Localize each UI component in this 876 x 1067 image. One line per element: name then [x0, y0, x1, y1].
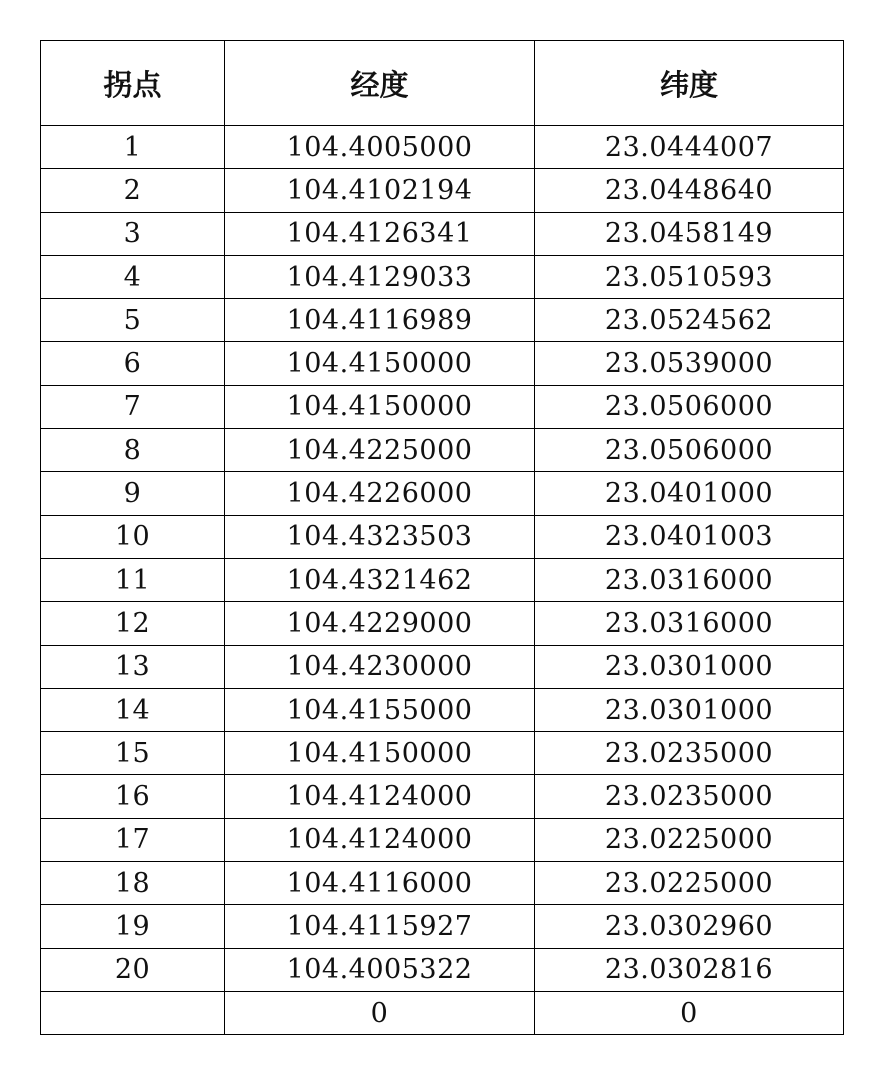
cell-longitude: 104.4115927: [225, 905, 535, 948]
cell-point: 18: [41, 862, 225, 905]
table-row: [41, 255, 844, 298]
cell-longitude: 104.4150000: [225, 385, 535, 428]
cell-longitude: 104.4126341: [225, 212, 535, 255]
cell-latitude: 0: [535, 991, 844, 1034]
header-latitude: 纬度: [535, 41, 844, 126]
cell-longitude: 104.4155000: [225, 688, 535, 731]
cell-point: 16: [41, 775, 225, 818]
cell-point: 1: [41, 126, 225, 169]
table-row: [41, 515, 844, 558]
cell-point: 13: [41, 645, 225, 688]
table-row: [41, 905, 844, 948]
cell-longitude: 104.4116000: [225, 862, 535, 905]
cell-longitude: 104.4129033: [225, 255, 535, 298]
cell-latitude: 23.0225000: [535, 818, 844, 861]
cell-longitude: 104.4124000: [225, 775, 535, 818]
cell-point: 9: [41, 472, 225, 515]
cell-latitude: 23.0301000: [535, 645, 844, 688]
header-longitude: 经度: [225, 41, 535, 126]
cell-point: 11: [41, 558, 225, 601]
cell-latitude: 23.0444007: [535, 126, 844, 169]
table-row: [41, 818, 844, 861]
cell-latitude: 23.0302816: [535, 948, 844, 991]
cell-latitude: 23.0524562: [535, 299, 844, 342]
cell-longitude: 104.4230000: [225, 645, 535, 688]
cell-latitude: 23.0235000: [535, 775, 844, 818]
cell-longitude: 0: [225, 991, 535, 1034]
cell-longitude: 104.4323503: [225, 515, 535, 558]
header-turning-point: 拐点: [41, 41, 225, 126]
table-row: [41, 602, 844, 645]
table-row: [41, 862, 844, 905]
cell-longitude: 104.4005322: [225, 948, 535, 991]
cell-longitude: 104.4150000: [225, 732, 535, 775]
cell-point: 15: [41, 732, 225, 775]
cell-longitude: 104.4102194: [225, 169, 535, 212]
cell-point: 8: [41, 429, 225, 472]
cell-latitude: 23.0506000: [535, 429, 844, 472]
table-row: [41, 645, 844, 688]
table-row: [41, 126, 844, 169]
cell-point: 4: [41, 255, 225, 298]
cell-latitude: 23.0235000: [535, 732, 844, 775]
cell-latitude: 23.0401000: [535, 472, 844, 515]
cell-point: 2: [41, 169, 225, 212]
table-row: [41, 342, 844, 385]
cell-longitude: 104.4229000: [225, 602, 535, 645]
table-row: [41, 688, 844, 731]
cell-longitude: 104.4226000: [225, 472, 535, 515]
table-row: [41, 948, 844, 991]
cell-longitude: 104.4116989: [225, 299, 535, 342]
cell-latitude: 23.0401003: [535, 515, 844, 558]
cell-latitude: 23.0539000: [535, 342, 844, 385]
table-row: [41, 299, 844, 342]
table-row: [41, 212, 844, 255]
cell-point: 14: [41, 688, 225, 731]
cell-latitude: 23.0301000: [535, 688, 844, 731]
table-row: [41, 732, 844, 775]
cell-longitude: 104.4124000: [225, 818, 535, 861]
table-row: [41, 472, 844, 515]
cell-point: 6: [41, 342, 225, 385]
cell-point: 7: [41, 385, 225, 428]
cell-latitude: 23.0225000: [535, 862, 844, 905]
cell-latitude: 23.0458149: [535, 212, 844, 255]
table-body: [41, 126, 844, 1035]
header-row: [41, 41, 844, 126]
cell-longitude: 104.4321462: [225, 558, 535, 601]
cell-latitude: 23.0316000: [535, 558, 844, 601]
table-row: [41, 558, 844, 601]
cell-longitude: 104.4005000: [225, 126, 535, 169]
table-row: [41, 169, 844, 212]
cell-latitude: 23.0506000: [535, 385, 844, 428]
cell-point: 20: [41, 948, 225, 991]
cell-point: 12: [41, 602, 225, 645]
coordinates-table: [40, 40, 844, 1035]
cell-longitude: 104.4150000: [225, 342, 535, 385]
table-row: [41, 429, 844, 472]
cell-latitude: 23.0302960: [535, 905, 844, 948]
cell-point: 19: [41, 905, 225, 948]
table-row: [41, 385, 844, 428]
cell-longitude: 104.4225000: [225, 429, 535, 472]
cell-point: 3: [41, 212, 225, 255]
table-header: [41, 41, 844, 126]
cell-point: 5: [41, 299, 225, 342]
cell-latitude: 23.0316000: [535, 602, 844, 645]
cell-point: [41, 991, 225, 1034]
table-row: [41, 775, 844, 818]
cell-point: 17: [41, 818, 225, 861]
cell-latitude: 23.0510593: [535, 255, 844, 298]
cell-latitude: 23.0448640: [535, 169, 844, 212]
cell-point: 10: [41, 515, 225, 558]
table-row: [41, 991, 844, 1034]
